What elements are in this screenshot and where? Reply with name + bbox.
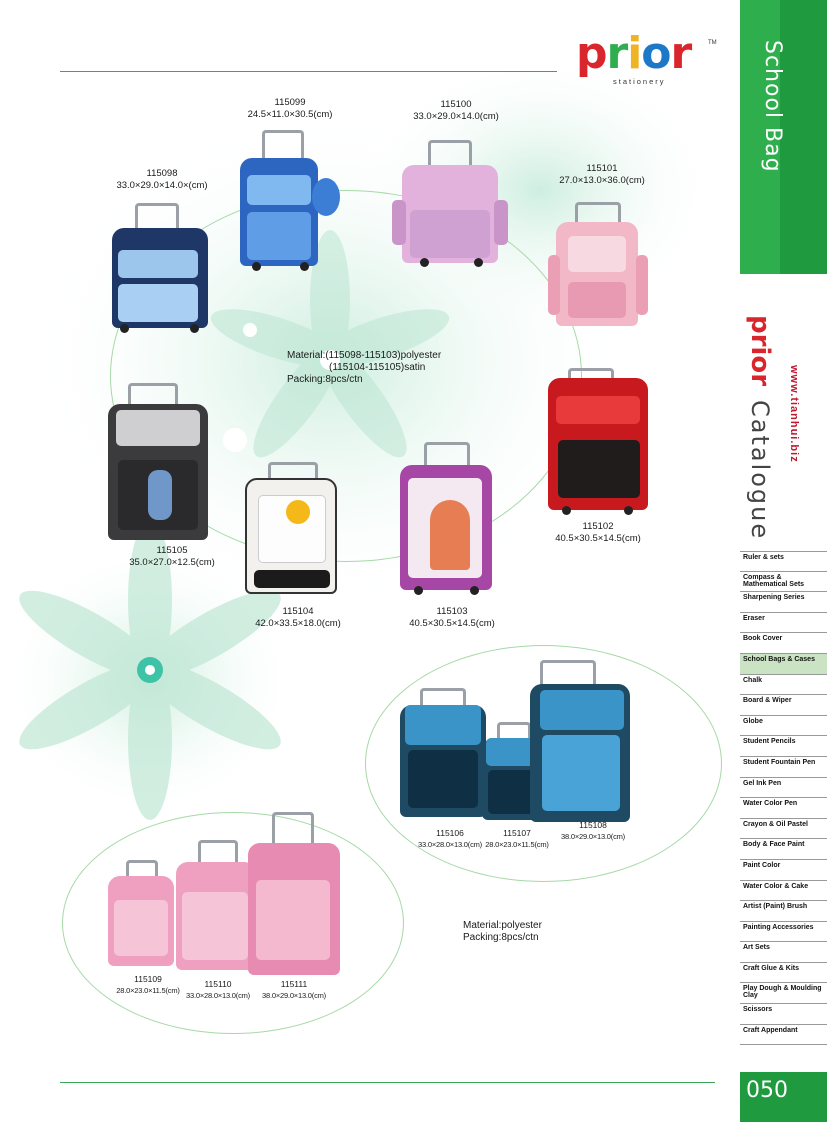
material-note-main	[287, 350, 441, 386]
menu-item-craft-appendant[interactable]: Craft Appendant	[740, 1025, 827, 1046]
product-dimensions: 33.0×28.0×13.0(cm)	[418, 840, 482, 849]
product-code: 115111	[280, 979, 308, 989]
product-dimensions: 28.0×23.0×11.5(cm)	[116, 986, 180, 995]
packing-line: Packing:8pcs/ctn	[287, 374, 363, 385]
label-115111	[256, 978, 332, 1002]
menu-item-play-dough-moulding-clay[interactable]: Play Dough & Moulding Clay	[740, 983, 827, 1004]
menu-item-globe[interactable]: Globe	[740, 716, 827, 737]
page-number: 050	[746, 1078, 788, 1103]
side-logo-word: prior	[745, 315, 775, 387]
product-dimensions: 42.0×33.5×18.0(cm)	[255, 618, 341, 629]
product-dimensions: 40.5×30.5×14.5(cm)	[555, 533, 641, 544]
menu-item-art-sets[interactable]: Art Sets	[740, 942, 827, 963]
product-code: 115104	[282, 606, 314, 617]
menu-item-eraser[interactable]: Eraser	[740, 613, 827, 634]
menu-item-water-color-pen[interactable]: Water Color Pen	[740, 798, 827, 819]
menu-item-chalk[interactable]: Chalk	[740, 675, 827, 696]
product-dimensions: 33.0×29.0×14.0(cm)	[413, 111, 499, 122]
label-115099	[240, 97, 340, 121]
top-rule	[60, 71, 557, 72]
label-115103	[402, 606, 502, 630]
logo-subtitle: stationery	[613, 77, 666, 86]
label-115110	[184, 978, 252, 1002]
product-code: 115103	[436, 606, 468, 617]
material-note-secondary	[463, 920, 542, 944]
menu-item-book-cover[interactable]: Book Cover	[740, 633, 827, 654]
menu-item-school-bags-cases[interactable]: School Bags & Cases	[740, 654, 827, 675]
product-dimensions: 33.0×29.0×14.0×(cm)	[116, 180, 208, 191]
bottom-rule	[60, 1082, 715, 1083]
product-code: 115108	[579, 820, 607, 830]
menu-item-water-color-cake[interactable]: Water Color & Cake	[740, 881, 827, 902]
menu-item-artist-paint-brush[interactable]: Artist (Paint) Brush	[740, 901, 827, 922]
label-115102	[548, 521, 648, 545]
label-115098	[112, 168, 212, 192]
menu-item-board-wiper[interactable]: Board & Wiper	[740, 695, 827, 716]
menu-item-gel-ink-pen[interactable]: Gel Ink Pen	[740, 778, 827, 799]
label-115109	[112, 973, 184, 997]
logo-trademark: TM	[708, 40, 717, 46]
packing-line: Packing:8pcs/ctn	[463, 932, 539, 943]
menu-item-sharpening-series[interactable]: Sharpening Series	[740, 592, 827, 613]
label-115105	[122, 545, 222, 569]
menu-item-student-fountain-pen[interactable]: Student Fountain Pen	[740, 757, 827, 778]
product-dimensions: 28.0×23.0×11.5(cm)	[485, 840, 549, 849]
menu-item-student-pencils[interactable]: Student Pencils	[740, 736, 827, 757]
material-line: (115104-115105)satin	[329, 362, 426, 373]
menu-item-ruler-sets[interactable]: Ruler & sets	[740, 551, 827, 572]
website-link[interactable]: www.tianhui.biz	[788, 365, 800, 463]
product-dimensions: 35.0×27.0×12.5(cm)	[129, 557, 215, 568]
label-115108	[556, 819, 630, 843]
product-code: 115106	[436, 828, 464, 838]
menu-item-painting-accessories[interactable]: Painting Accessories	[740, 922, 827, 943]
menu-item-body-face-paint[interactable]: Body & Face Paint	[740, 839, 827, 860]
product-code: 115102	[582, 521, 614, 532]
product-code: 115100	[440, 99, 472, 110]
product-dimensions: 40.5×30.5×14.5(cm)	[409, 618, 495, 629]
side-logo	[745, 315, 775, 386]
material-line: Material:(115098-115103)polyester	[287, 350, 442, 361]
label-115101	[552, 163, 652, 187]
product-dimensions: 24.5×11.0×30.5(cm)	[247, 109, 333, 120]
menu-item-scissors[interactable]: Scissors	[740, 1004, 827, 1025]
menu-item-paint-color[interactable]: Paint Color	[740, 860, 827, 881]
product-dimensions: 27.0×13.0×36.0(cm)	[559, 175, 645, 186]
product-code: 115099	[274, 97, 306, 108]
product-code: 115109	[134, 974, 162, 984]
prior-logo: prior	[576, 28, 692, 79]
product-dimensions: 33.0×28.0×13.0(cm)	[186, 991, 250, 1000]
label-115106	[413, 827, 487, 851]
product-dimensions: 38.0×29.0×13.0(cm)	[561, 832, 625, 841]
menu-item-craft-glue-kits[interactable]: Craft Glue & Kits	[740, 963, 827, 984]
section-title: School Bag	[760, 40, 785, 173]
menu-item-compass-mathematical-sets[interactable]: Compass & Mathematical Sets	[740, 572, 827, 593]
product-code: 115105	[156, 545, 188, 556]
product-code: 115110	[204, 979, 232, 989]
product-code: 115107	[503, 828, 531, 838]
catalogue-label: Catalogue	[746, 400, 774, 541]
label-115104	[248, 606, 348, 630]
product-dimensions: 38.0×29.0×13.0(cm)	[262, 991, 326, 1000]
product-code: 115098	[146, 168, 178, 179]
label-115100	[406, 99, 506, 123]
material-line: Material:polyester	[463, 920, 542, 931]
product-code: 115101	[586, 163, 618, 174]
label-115107	[482, 827, 552, 851]
menu-item-crayon-oil-pastel[interactable]: Crayon & Oil Pastel	[740, 819, 827, 840]
category-menu	[740, 551, 827, 1045]
